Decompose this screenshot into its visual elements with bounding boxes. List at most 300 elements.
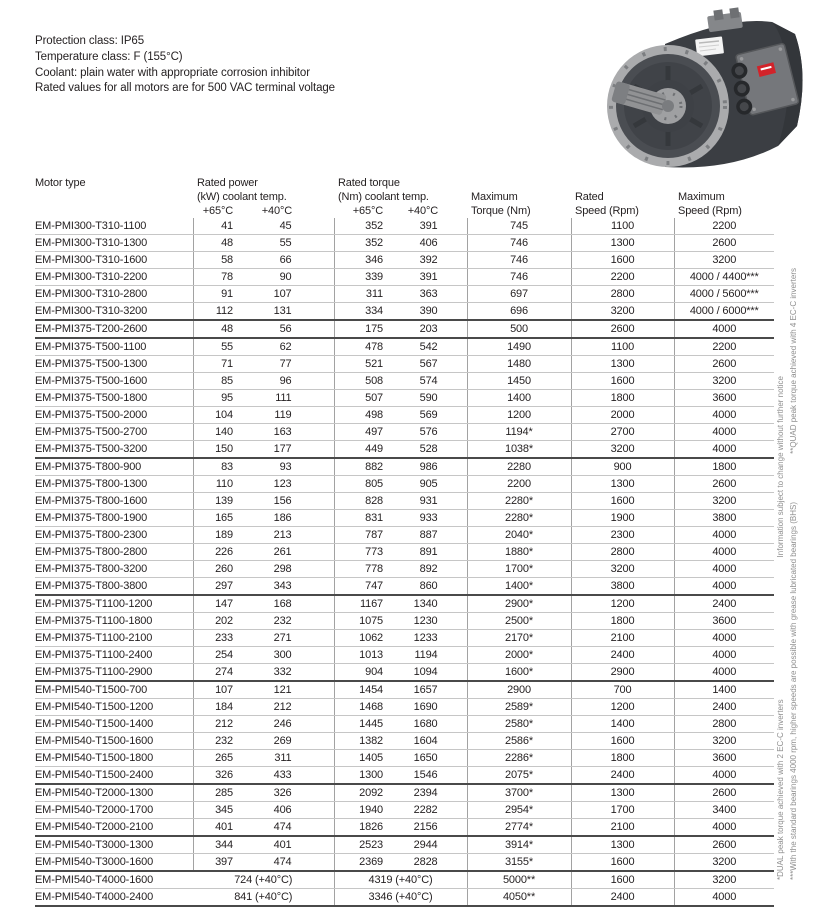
max-torque-cell: 2040* <box>467 527 571 544</box>
table-row <box>35 750 774 767</box>
rated-speed-cell: 3200 <box>571 303 674 321</box>
table-row <box>35 303 774 321</box>
max-torque-cell: 1194* <box>467 424 571 441</box>
torque-65-cell: 882 <box>334 458 394 476</box>
motor-type-cell: EM-PMI375-T500-2000 <box>35 407 193 424</box>
motor-type-cell: EM-PMI300-T310-2800 <box>35 286 193 303</box>
power-65-cell: 107 <box>193 681 245 699</box>
max-speed-cell: 4000 <box>674 647 774 664</box>
power-65-cell: 254 <box>193 647 245 664</box>
max-speed-cell: 3200 <box>674 733 774 750</box>
table-row <box>35 235 774 252</box>
torque-65-cell: 498 <box>334 407 394 424</box>
torque-65-cell: 1454 <box>334 681 394 699</box>
max-speed-cell: 2600 <box>674 356 774 373</box>
motor-type-cell: EM-PMI540-T2000-1700 <box>35 802 193 819</box>
torque-40-cell: 2282 <box>394 802 467 819</box>
torque-40-cell: 2828 <box>394 854 467 872</box>
power-40-cell: 77 <box>245 356 334 373</box>
rated-speed-cell: 1200 <box>571 595 674 613</box>
motor-type-cell: EM-PMI375-T800-3800 <box>35 578 193 596</box>
max-speed-cell: 2400 <box>674 699 774 716</box>
max-speed-cell: 3200 <box>674 493 774 510</box>
torque-65-cell: 346 <box>334 252 394 269</box>
torque-65-cell: 773 <box>334 544 394 561</box>
max-speed-cell: 3600 <box>674 390 774 407</box>
power-65-cell: 55 <box>193 338 245 356</box>
motor-type-cell: EM-PMI540-T4000-2400 <box>35 889 193 907</box>
torque-65-cell: 1468 <box>334 699 394 716</box>
power-40-cell: 401 <box>245 836 334 854</box>
torque-40-cell: 1604 <box>394 733 467 750</box>
motor-type-cell: EM-PMI375-T500-1100 <box>35 338 193 356</box>
power-40-cell: 326 <box>245 784 334 802</box>
power-65-cell: 233 <box>193 630 245 647</box>
motor-type-cell: EM-PMI375-T1100-1800 <box>35 613 193 630</box>
motor-type-cell: EM-PMI540-T1500-1600 <box>35 733 193 750</box>
torque-40-cell: 2944 <box>394 836 467 854</box>
power-65-cell: 724 (+40°C) <box>193 871 334 889</box>
max-torque-cell: 4050** <box>467 889 571 907</box>
max-speed-cell: 3600 <box>674 750 774 767</box>
rated-speed-cell: 1800 <box>571 613 674 630</box>
power-40-cell: 212 <box>245 699 334 716</box>
max-speed-cell: 4000 <box>674 320 774 338</box>
torque-65-cell: 521 <box>334 356 394 373</box>
header-torque-65: +65°C <box>352 204 384 217</box>
rated-speed-cell: 1600 <box>571 854 674 872</box>
power-65-cell: 326 <box>193 767 245 785</box>
max-torque-cell: 2500* <box>467 613 571 630</box>
power-40-cell: 93 <box>245 458 334 476</box>
table-row <box>35 767 774 785</box>
power-65-cell: 104 <box>193 407 245 424</box>
table-row <box>35 647 774 664</box>
torque-65-cell: 1013 <box>334 647 394 664</box>
max-speed-cell: 4000 <box>674 527 774 544</box>
max-torque-cell: 2000* <box>467 647 571 664</box>
rated-speed-cell: 3200 <box>571 441 674 459</box>
rated-speed-cell: 1400 <box>571 716 674 733</box>
max-torque-cell: 1038* <box>467 441 571 459</box>
rated-values-line: Rated values for all motors are for 500 VAC terminal voltage <box>35 82 335 95</box>
power-40-cell: 186 <box>245 510 334 527</box>
motor-type-cell: EM-PMI375-T800-900 <box>35 458 193 476</box>
torque-40-cell: 391 <box>394 269 467 286</box>
torque-65-cell: 334 <box>334 303 394 321</box>
torque-65-cell: 449 <box>334 441 394 459</box>
power-65-cell: 226 <box>193 544 245 561</box>
power-40-cell: 232 <box>245 613 334 630</box>
power-65-cell: 147 <box>193 595 245 613</box>
max-torque-cell: 2286* <box>467 750 571 767</box>
max-speed-cell: 2600 <box>674 476 774 493</box>
max-speed-cell: 3800 <box>674 510 774 527</box>
header-power-unit: (kW) coolant temp. <box>197 190 287 203</box>
max-speed-cell: 3200 <box>674 252 774 269</box>
table-row <box>35 784 774 802</box>
max-torque-cell: 3700* <box>467 784 571 802</box>
power-40-cell: 298 <box>245 561 334 578</box>
torque-40-cell: 887 <box>394 527 467 544</box>
torque-65-cell: 1405 <box>334 750 394 767</box>
header-max-speed-2: Speed (Rpm) <box>678 204 742 217</box>
power-40-cell: 246 <box>245 716 334 733</box>
motor-type-cell: EM-PMI375-T1100-2900 <box>35 664 193 682</box>
table-row <box>35 390 774 407</box>
table-row <box>35 269 774 286</box>
power-40-cell: 406 <box>245 802 334 819</box>
rated-speed-cell: 3200 <box>571 561 674 578</box>
motor-type-cell: EM-PMI375-T1100-2400 <box>35 647 193 664</box>
power-65-cell: 397 <box>193 854 245 872</box>
max-speed-cell: 3400 <box>674 802 774 819</box>
power-40-cell: 177 <box>245 441 334 459</box>
table-row <box>35 699 774 716</box>
table-row <box>35 510 774 527</box>
power-40-cell: 433 <box>245 767 334 785</box>
torque-65-cell: 904 <box>334 664 394 682</box>
power-40-cell: 168 <box>245 595 334 613</box>
max-speed-cell: 3200 <box>674 373 774 390</box>
max-torque-cell: 2954* <box>467 802 571 819</box>
power-65-cell: 83 <box>193 458 245 476</box>
header-rated-torque: Rated torque <box>338 176 400 189</box>
max-speed-cell: 4000 <box>674 424 774 441</box>
power-65-cell: 165 <box>193 510 245 527</box>
table-row <box>35 681 774 699</box>
power-65-cell: 345 <box>193 802 245 819</box>
torque-40-cell: 391 <box>394 218 467 235</box>
torque-40-cell: 905 <box>394 476 467 493</box>
table-row <box>35 218 774 235</box>
max-torque-cell: 3155* <box>467 854 571 872</box>
table-row <box>35 493 774 510</box>
max-speed-cell: 3200 <box>674 854 774 872</box>
torque-65-cell: 1940 <box>334 802 394 819</box>
rated-speed-cell: 1300 <box>571 784 674 802</box>
motor-photo <box>590 8 828 172</box>
power-40-cell: 213 <box>245 527 334 544</box>
table-row <box>35 407 774 424</box>
power-65-cell: 71 <box>193 356 245 373</box>
torque-40-cell: 2156 <box>394 819 467 837</box>
max-torque-cell: 2280* <box>467 510 571 527</box>
table-row <box>35 630 774 647</box>
power-65-cell: 841 (+40°C) <box>193 889 334 907</box>
torque-40-cell: 933 <box>394 510 467 527</box>
power-40-cell: 332 <box>245 664 334 682</box>
max-speed-cell: 2800 <box>674 716 774 733</box>
rated-speed-cell: 2000 <box>571 407 674 424</box>
table-row <box>35 373 774 390</box>
max-torque-cell: 2589* <box>467 699 571 716</box>
max-torque-cell: 2075* <box>467 767 571 785</box>
max-torque-cell: 745 <box>467 218 571 235</box>
max-speed-cell: 2200 <box>674 218 774 235</box>
motor-type-cell: EM-PMI375-T500-3200 <box>35 441 193 459</box>
rated-speed-cell: 3800 <box>571 578 674 596</box>
motor-type-cell: EM-PMI540-T4000-1600 <box>35 871 193 889</box>
rated-speed-cell: 1100 <box>571 218 674 235</box>
torque-65-cell: 339 <box>334 269 394 286</box>
header-rated-speed-2: Speed (Rpm) <box>575 204 639 217</box>
torque-40-cell: 1680 <box>394 716 467 733</box>
rated-speed-cell: 1700 <box>571 802 674 819</box>
power-65-cell: 401 <box>193 819 245 837</box>
table-row <box>35 356 774 373</box>
power-40-cell: 62 <box>245 338 334 356</box>
rated-speed-cell: 1900 <box>571 510 674 527</box>
power-40-cell: 55 <box>245 235 334 252</box>
motor-type-cell: EM-PMI375-T800-2800 <box>35 544 193 561</box>
torque-65-cell: 1826 <box>334 819 394 837</box>
rated-speed-cell: 1600 <box>571 733 674 750</box>
rated-speed-cell: 2300 <box>571 527 674 544</box>
rated-speed-cell: 700 <box>571 681 674 699</box>
torque-65-cell: 1300 <box>334 767 394 785</box>
max-speed-cell: 1800 <box>674 458 774 476</box>
torque-40-cell: 1546 <box>394 767 467 785</box>
power-65-cell: 112 <box>193 303 245 321</box>
rated-speed-cell: 1300 <box>571 836 674 854</box>
max-torque-cell: 1200 <box>467 407 571 424</box>
motor-type-cell: EM-PMI375-T500-1300 <box>35 356 193 373</box>
power-65-cell: 274 <box>193 664 245 682</box>
rated-speed-cell: 1600 <box>571 373 674 390</box>
motor-type-cell: EM-PMI300-T310-2200 <box>35 269 193 286</box>
motor-type-cell: EM-PMI375-T800-2300 <box>35 527 193 544</box>
header-rated-speed-1: Rated <box>575 190 604 203</box>
table-row <box>35 544 774 561</box>
power-65-cell: 85 <box>193 373 245 390</box>
max-speed-cell: 4000 <box>674 544 774 561</box>
table-row <box>35 441 774 459</box>
motor-type-cell: EM-PMI375-T1100-2100 <box>35 630 193 647</box>
motor-type-cell: EM-PMI375-T800-3200 <box>35 561 193 578</box>
max-speed-cell: 2600 <box>674 235 774 252</box>
motor-type-cell: EM-PMI375-T200-2600 <box>35 320 193 338</box>
torque-40-cell: 363 <box>394 286 467 303</box>
max-torque-cell: 5000** <box>467 871 571 889</box>
max-torque-cell: 1490 <box>467 338 571 356</box>
table-row <box>35 595 774 613</box>
torque-65-cell: 508 <box>334 373 394 390</box>
rated-speed-cell: 2400 <box>571 647 674 664</box>
spec-info-block <box>35 34 335 97</box>
motor-type-cell: EM-PMI300-T310-1100 <box>35 218 193 235</box>
header-torque-40: +40°C <box>407 204 439 217</box>
table-row <box>35 338 774 356</box>
max-speed-cell: 4000 <box>674 561 774 578</box>
power-65-cell: 91 <box>193 286 245 303</box>
torque-40-cell: 891 <box>394 544 467 561</box>
torque-40-cell: 590 <box>394 390 467 407</box>
header-power-65: +65°C <box>202 204 233 217</box>
max-torque-cell: 2200 <box>467 476 571 493</box>
motor-type-cell: EM-PMI540-T1500-2400 <box>35 767 193 785</box>
motor-type-cell: EM-PMI300-T310-1300 <box>35 235 193 252</box>
max-torque-cell: 2280 <box>467 458 571 476</box>
torque-40-cell: 1194 <box>394 647 467 664</box>
max-speed-cell: 4000 <box>674 664 774 682</box>
power-65-cell: 260 <box>193 561 245 578</box>
torque-40-cell: 542 <box>394 338 467 356</box>
table-row <box>35 836 774 854</box>
rated-speed-cell: 1300 <box>571 356 674 373</box>
torque-65-cell: 1382 <box>334 733 394 750</box>
max-speed-cell: 3600 <box>674 613 774 630</box>
power-40-cell: 96 <box>245 373 334 390</box>
table-row <box>35 252 774 269</box>
max-torque-cell: 1400* <box>467 578 571 596</box>
max-torque-cell: 746 <box>467 269 571 286</box>
power-65-cell: 48 <box>193 235 245 252</box>
max-speed-cell: 1400 <box>674 681 774 699</box>
power-65-cell: 110 <box>193 476 245 493</box>
rated-speed-cell: 2400 <box>571 767 674 785</box>
power-65-cell: 150 <box>193 441 245 459</box>
power-40-cell: 300 <box>245 647 334 664</box>
torque-40-cell: 390 <box>394 303 467 321</box>
torque-65-cell: 1062 <box>334 630 394 647</box>
motor-type-cell: EM-PMI540-T1500-700 <box>35 681 193 699</box>
power-40-cell: 261 <box>245 544 334 561</box>
torque-40-cell: 1340 <box>394 595 467 613</box>
power-40-cell: 90 <box>245 269 334 286</box>
header-power-40: +40°C <box>261 204 293 217</box>
max-speed-cell: 3200 <box>674 871 774 889</box>
motor-type-cell: EM-PMI300-T310-3200 <box>35 303 193 321</box>
max-speed-cell: 4000 <box>674 441 774 459</box>
torque-40-cell: 567 <box>394 356 467 373</box>
max-torque-cell: 2900* <box>467 595 571 613</box>
torque-65-cell: 352 <box>334 218 394 235</box>
power-40-cell: 66 <box>245 252 334 269</box>
table-row <box>35 578 774 596</box>
vertical-footnotes <box>774 268 800 880</box>
torque-40-cell: 1094 <box>394 664 467 682</box>
power-65-cell: 344 <box>193 836 245 854</box>
rated-speed-cell: 2800 <box>571 286 674 303</box>
max-torque-cell: 3914* <box>467 836 571 854</box>
torque-65-cell: 2369 <box>334 854 394 872</box>
power-40-cell: 343 <box>245 578 334 596</box>
table-row <box>35 424 774 441</box>
power-40-cell: 45 <box>245 218 334 235</box>
max-torque-cell: 2900 <box>467 681 571 699</box>
motor-type-cell: EM-PMI375-T800-1600 <box>35 493 193 510</box>
motor-type-cell: EM-PMI540-T3000-1600 <box>35 854 193 872</box>
torque-65-cell: 175 <box>334 320 394 338</box>
power-65-cell: 140 <box>193 424 245 441</box>
power-40-cell: 107 <box>245 286 334 303</box>
torque-40-cell: 574 <box>394 373 467 390</box>
torque-40-cell: 1690 <box>394 699 467 716</box>
torque-65-cell: 3346 (+40°C) <box>334 889 467 907</box>
max-torque-cell: 2280* <box>467 493 571 510</box>
rated-speed-cell: 2400 <box>571 889 674 907</box>
footnote-bearings: ***With the standard bearings 4000 rpm, higher speeds are possible with grease lubricated bearings (BHS) <box>789 502 798 880</box>
motor-type-cell: EM-PMI540-T1500-1800 <box>35 750 193 767</box>
motor-type-cell: EM-PMI540-T2000-2100 <box>35 819 193 837</box>
rated-speed-cell: 2900 <box>571 664 674 682</box>
max-speed-cell: 2200 <box>674 338 774 356</box>
power-65-cell: 95 <box>193 390 245 407</box>
torque-40-cell: 860 <box>394 578 467 596</box>
max-torque-cell: 2170* <box>467 630 571 647</box>
torque-65-cell: 2523 <box>334 836 394 854</box>
max-speed-cell: 4000 <box>674 889 774 907</box>
max-speed-cell: 2400 <box>674 595 774 613</box>
torque-65-cell: 747 <box>334 578 394 596</box>
rated-speed-cell: 1600 <box>571 493 674 510</box>
rated-speed-cell: 1800 <box>571 750 674 767</box>
table-row <box>35 286 774 303</box>
coolant-line: Coolant: plain water with appropriate corrosion inhibitor <box>35 66 310 79</box>
max-torque-cell: 1700* <box>467 561 571 578</box>
power-65-cell: 58 <box>193 252 245 269</box>
table-row <box>35 527 774 544</box>
motor-type-cell: EM-PMI375-T1100-1200 <box>35 595 193 613</box>
header-max-torque-2: Torque (Nm) <box>471 204 531 217</box>
power-40-cell: 269 <box>245 733 334 750</box>
power-40-cell: 474 <box>245 854 334 872</box>
max-speed-cell: 4000 / 4400*** <box>674 269 774 286</box>
rated-speed-cell: 2600 <box>571 320 674 338</box>
max-torque-cell: 1400 <box>467 390 571 407</box>
max-speed-cell: 4000 / 5600*** <box>674 286 774 303</box>
torque-40-cell: 406 <box>394 235 467 252</box>
footnote-line-inner <box>774 268 787 880</box>
header-rated-power: Rated power <box>197 176 258 189</box>
power-65-cell: 212 <box>193 716 245 733</box>
max-torque-cell: 746 <box>467 252 571 269</box>
torque-40-cell: 1657 <box>394 681 467 699</box>
table-row <box>35 458 774 476</box>
rated-speed-cell: 1300 <box>571 476 674 493</box>
motor-type-cell: EM-PMI375-T800-1900 <box>35 510 193 527</box>
max-speed-cell: 2600 <box>674 836 774 854</box>
rated-speed-cell: 1300 <box>571 235 674 252</box>
power-40-cell: 131 <box>245 303 334 321</box>
motor-type-cell: EM-PMI375-T500-2700 <box>35 424 193 441</box>
max-torque-cell: 697 <box>467 286 571 303</box>
torque-65-cell: 4319 (+40°C) <box>334 871 467 889</box>
table-row <box>35 854 774 872</box>
power-40-cell: 111 <box>245 390 334 407</box>
torque-65-cell: 478 <box>334 338 394 356</box>
power-40-cell: 123 <box>245 476 334 493</box>
table-row <box>35 476 774 493</box>
torque-40-cell: 392 <box>394 252 467 269</box>
power-65-cell: 232 <box>193 733 245 750</box>
rated-speed-cell: 1600 <box>571 252 674 269</box>
motor-type-cell: EM-PMI540-T2000-1300 <box>35 784 193 802</box>
power-40-cell: 271 <box>245 630 334 647</box>
power-65-cell: 41 <box>193 218 245 235</box>
max-speed-cell: 4000 <box>674 819 774 837</box>
footnote-info: Information subject to change without further notice <box>776 376 785 558</box>
motor-type-cell: EM-PMI540-T1500-1200 <box>35 699 193 716</box>
header-torque-unit: (Nm) coolant temp. <box>338 190 429 203</box>
power-40-cell: 156 <box>245 493 334 510</box>
spec-table-body <box>35 218 774 906</box>
max-torque-cell: 1880* <box>467 544 571 561</box>
table-row <box>35 889 774 907</box>
max-torque-cell: 1600* <box>467 664 571 682</box>
motor-type-cell: EM-PMI540-T1500-1400 <box>35 716 193 733</box>
